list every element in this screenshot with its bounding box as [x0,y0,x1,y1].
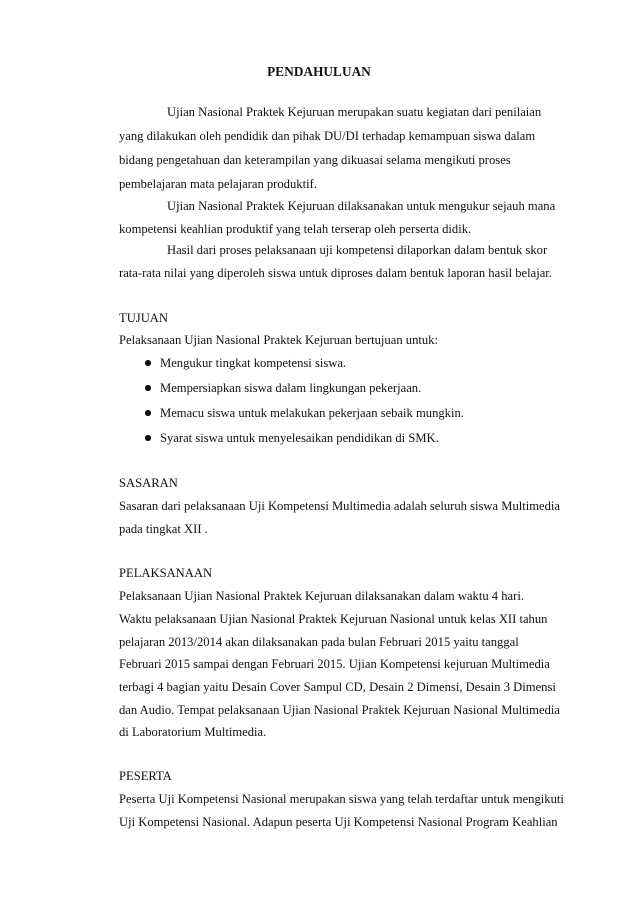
section-heading-pelaksanaan: PELAKSANAAN [119,566,213,580]
section-heading-sasaran: SASARAN [119,476,178,490]
intro-p2-line-1: Ujian Nasional Praktek Kejuruan dilaksanakan untuk mengukur sejauh mana [167,199,556,213]
pelaksanaan-line-5: terbagi 4 bagian yaitu Desain Cover Sampul CD, Desain 2 Dimensi, Desain 3 Dimensi [119,680,556,694]
bullet-icon [145,360,151,366]
intro-p1-line-2: yang dilakukan oleh pendidik dan pihak DU/DI terhadap kemampuan siswa dalam [119,129,536,143]
pelaksanaan-line-2: Waktu pelaksanaan Ujian Nasional Praktek Kejuruan Nasional untuk kelas XII tahun [119,612,548,626]
list-item-text: Memacu siswa untuk melakukan pekerjaan sebaik mungkin. [160,406,464,420]
bullet-icon [145,385,151,391]
list-item-text: Mempersiapkan siswa dalam lingkungan pekerjaan. [160,381,422,395]
bullet-icon [145,410,151,416]
peserta-line-1: Peserta Uji Kompetensi Nasional merupakan siswa yang telah terdaftar untuk mengikuti [119,792,564,806]
document-title: PENDAHULUAN [267,64,371,79]
pelaksanaan-line-1: Pelaksanaan Ujian Nasional Praktek Kejuruan dilaksanakan dalam waktu 4 hari. [119,589,524,603]
peserta-line-2: Uji Kompetensi Nasional. Adapun peserta Uji Kompetensi Nasional Program Keahlian [119,815,558,829]
pelaksanaan-line-6: dan Audio. Tempat pelaksanaan Ujian Nasional Praktek Kejuruan Nasional Multimedia [119,703,560,717]
pelaksanaan-line-4: Februari 2015 sampai dengan Februari 2015. Ujian Kompetensi kejuruan Multimedia [119,657,550,671]
sasaran-line-2: pada tingkat XII . [119,522,208,536]
section-heading-tujuan: TUJUAN [119,311,168,325]
intro-p1-line-1: Ujian Nasional Praktek Kejuruan merupakan suatu kegiatan dari penilaian [167,105,542,119]
list-item-text: Syarat siswa untuk menyelesaikan pendidikan di SMK. [160,431,439,445]
intro-p3-line-2: rata-rata nilai yang diperoleh siswa untuk diproses dalam bentuk laporan hasil belajar. [119,266,552,280]
pelaksanaan-line-3: pelajaran 2013/2014 akan dilaksanakan pada bulan Februari 2015 yaitu tanggal [119,635,519,649]
intro-p3-line-1: Hasil dari proses pelaksanaan uji kompetensi dilaporkan dalam bentuk skor [167,243,548,257]
tujuan-lead: Pelaksanaan Ujian Nasional Praktek Kejuruan bertujuan untuk: [119,333,438,347]
bullet-icon [145,435,151,441]
intro-p1-line-3: bidang pengetahuan dan keterampilan yang dikuasai selama mengikuti proses [119,153,511,167]
intro-p2-line-2: kompetensi keahlian produktif yang telah terserap oleh perserta didik. [119,222,472,236]
section-heading-peserta: PESERTA [119,769,172,783]
pelaksanaan-line-7: di Laboratorium Multimedia. [119,725,267,739]
sasaran-line-1: Sasaran dari pelaksanaan Uji Kompetensi Multimedia adalah seluruh siswa Multimedia [119,499,561,513]
intro-p1-line-4: pembelajaran mata pelajaran produktif. [119,177,317,191]
list-item-text: Mengukur tingkat kompetensi siswa. [160,356,347,370]
